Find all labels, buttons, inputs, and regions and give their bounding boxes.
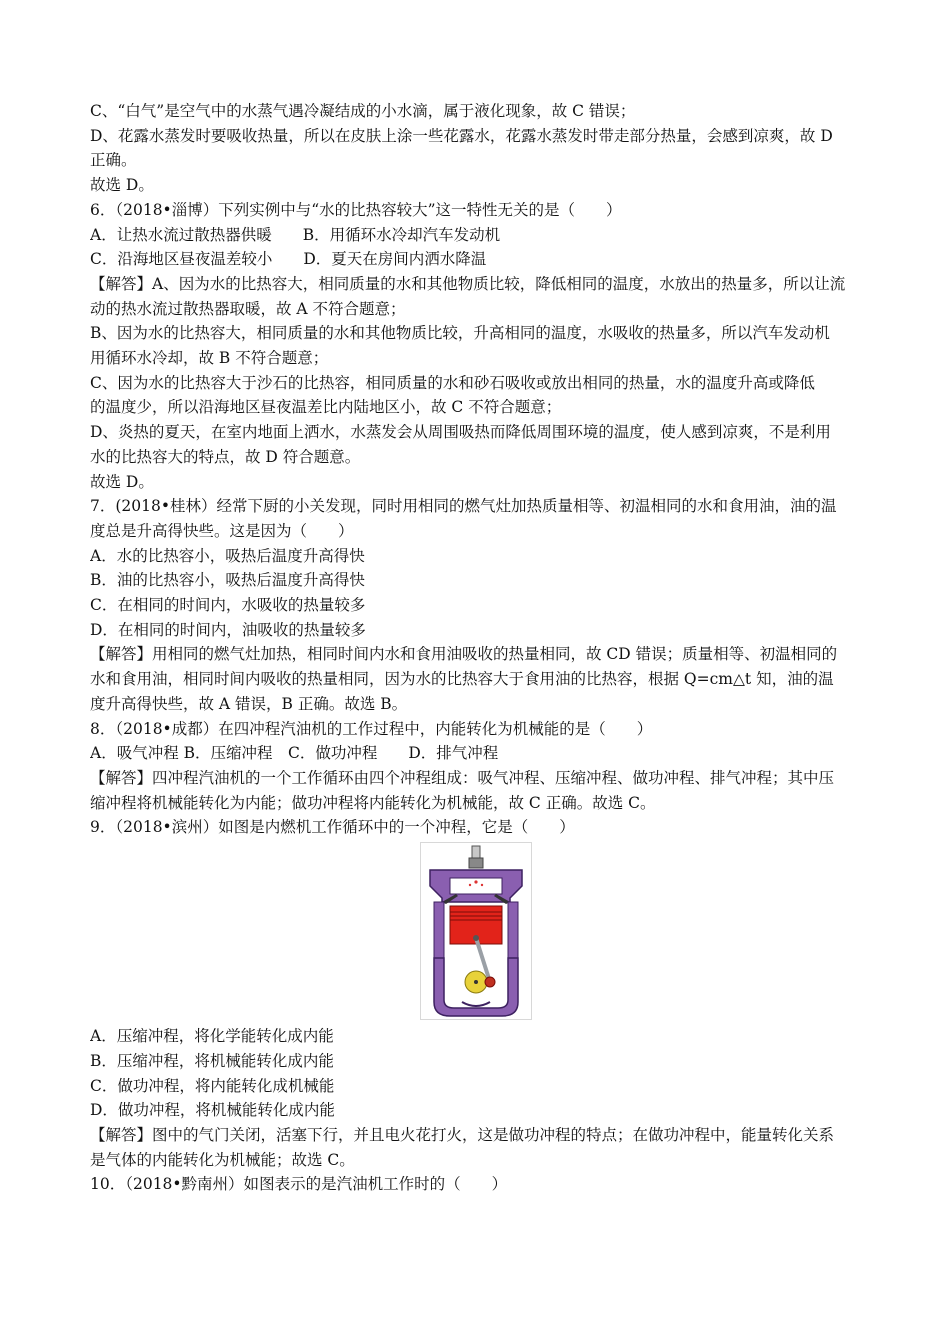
- engine-figure: [90, 842, 862, 1020]
- text-line: 【解答】A、因为水的比热容大，相同质量的水和其他物质比较，降低相同的温度，水放出的热量多，所以让流: [90, 274, 846, 293]
- text-line: B．油的比热容小，吸热后温度升高得快: [90, 571, 365, 590]
- text-block-before-figure: [90, 99, 862, 840]
- text-line: 动的热水流过散热器取暖，故 A 不符合题意；: [90, 299, 406, 318]
- text-line: 8．（2018•成都）在四冲程汽油机的工作过程中，内能转化为机械能的是（ ）: [90, 719, 653, 738]
- text-line: 度总是升高得快些。这是因为（ ）: [90, 521, 354, 540]
- text-line: 10．（2018•黔南州）如图表示的是汽油机工作时的（ ）: [90, 1175, 508, 1194]
- text-line: B、因为水的比热容大，相同质量的水和其他物质比较，升高相同的温度，水吸收的热量多，所以汽车发动机: [90, 324, 830, 343]
- text-line: C、“白气”是空气中的水蒸气遇冷凝结成的小水滴，属于液化现象，故 C 错误；: [90, 102, 636, 120]
- text-line: A．吸气冲程 B．压缩冲程 C．做功冲程 D．排气冲程: [90, 744, 499, 763]
- text-line: D．在相同的时间内，油吸收的热量较多: [90, 620, 366, 639]
- text-line: 7．(2018•桂林）经常下厨的小关发现，同时用相同的燃气灶加热质量相等、初温相同的水和食用油，油的温: [90, 497, 837, 516]
- text-line: 是气体的内能转化为机械能；故选 C。: [90, 1150, 355, 1169]
- text-line: C．在相同的时间内，水吸收的热量较多: [90, 596, 366, 615]
- text-line: D、炎热的夏天，在室内地面上洒水，水蒸发会从周围吸热而降低周围环境的温度，使人感到凉爽，不是利用: [90, 423, 831, 442]
- text-line: C、因为水的比热容大于沙石的比热容，相同质量的水和砂石吸收或放出相同的热量，水的温度升高或降低: [90, 373, 815, 392]
- text-line: 水和食用油，相同时间内吸收的热量相同，因为水的比热容大于食用油的比热容，根据 Q=cm△t 知，油的温: [90, 670, 834, 689]
- text-line: 的温度少，所以沿海地区昼夜温差比内陆地区小，故 C 不符合题意；: [90, 398, 562, 417]
- text-line: C．做功冲程，将内能转化成机械能: [90, 1076, 335, 1095]
- text-line: 9．（2018•滨州）如图是内燃机工作循环中的一个冲程，它是（ ）: [90, 818, 575, 837]
- cylinder-head: [430, 870, 522, 902]
- text-line: 6．（2018•淄博）下列实例中与“水的比热容较大”这一特性无关的是（ ）: [90, 200, 622, 219]
- text-line: 【解答】四冲程汽油机的一个工作循环由四个冲程组成：吸气冲程、压缩冲程、做功冲程、排气冲程；其中压: [90, 768, 835, 787]
- text-line: 水的比热容大的特点，故 D 符合题意。: [90, 447, 361, 466]
- text-line: A．压缩冲程，将化学能转化成内能: [90, 1027, 334, 1046]
- text-line: A．水的比热容小，吸热后温度升高得快: [90, 546, 365, 565]
- text-line: D、花露水蒸发时要吸收热量，所以在皮肤上涂一些花露水，花露水蒸发时带走部分热量，会感到凉爽，故 D: [90, 126, 833, 145]
- text-line: 正确。: [90, 151, 137, 170]
- text-line: 故选 D。: [90, 176, 154, 195]
- text-line: 【解答】图中的气门关闭，活塞下行，并且电火花打火，这是做功冲程的特点；在做功冲程中，能量转化关系: [90, 1125, 835, 1144]
- text-line: 缩冲程将机械能转化为内能；做功冲程将内能转化为机械能，故 C 正确。故选 C。: [90, 793, 656, 812]
- text-line: C．沿海地区昼夜温差较小 D．夏天在房间内洒水降温: [90, 250, 487, 269]
- text-line: B．压缩冲程，将机械能转化成内能: [90, 1051, 334, 1070]
- document-body: [90, 99, 862, 1197]
- engine-diagram: [420, 842, 532, 1020]
- text-line: 度升高得快些，故 A 错误，B 正确。故选 B。: [90, 694, 408, 713]
- text-line: 用循环水冷却，故 B 不符合题意；: [90, 349, 329, 368]
- text-line: 故选 D。: [90, 472, 154, 491]
- text-line: 【解答】用相同的燃气灶加热，相同时间内水和食用油吸收的热量相同，故 CD 错误；质量相等、初温相同的: [90, 645, 838, 664]
- text-line: A．让热水流过散热器供暖 B．用循环水冷却汽车发动机: [90, 225, 501, 244]
- text-block-after-figure: [90, 1024, 862, 1197]
- text-line: D．做功冲程，将机械能转化成内能: [90, 1101, 335, 1120]
